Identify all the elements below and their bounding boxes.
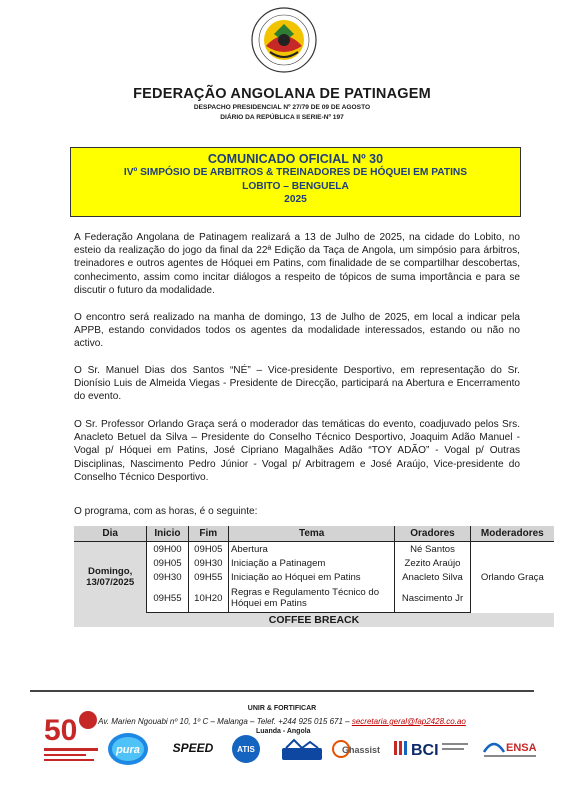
symposium-year: 2025 bbox=[284, 194, 307, 205]
col-fim: Fim bbox=[188, 526, 228, 542]
speaker: Anacleto Silva bbox=[395, 570, 470, 584]
col-dia: Dia bbox=[74, 526, 147, 542]
moderator-cell: Orlando Graça bbox=[480, 571, 544, 583]
svg-text:50: 50 bbox=[44, 714, 78, 747]
gazette-line: DIÁRIO DA REPÚBLICA II SERIE-Nº 197 bbox=[220, 114, 344, 121]
paragraph-intro: A Federação Angolana de Patinagem realizará a 13 de Julho de 2025, na cidade do Lobito, no esteio da realização do jogo da final da 22ª Edição da Taça de Angola, um simpósio para árbitros, treinadores e outros agentes de Hóquei em Patins, com finalidade de se compartilhar descobertas, conhecimento, assim como incitar diálogos a respeito de tópicos de suma importância e para se discutir o futuro da modalidade. bbox=[74, 232, 520, 296]
ensa-logo-icon bbox=[480, 734, 540, 760]
end-time: 09H05 bbox=[188, 542, 228, 557]
footer-divider bbox=[30, 690, 534, 692]
atis-logo-text: ATIS bbox=[237, 745, 255, 754]
coffee-row bbox=[74, 613, 554, 628]
end-time: 10H20 bbox=[188, 584, 228, 613]
speed-logo-icon bbox=[170, 738, 216, 756]
atis-logo-icon bbox=[228, 734, 264, 764]
col-tema: Tema bbox=[229, 526, 395, 542]
footer-motto: UNIR & FORTIFICAR bbox=[247, 705, 317, 712]
col-inicio: Inicio bbox=[147, 526, 188, 542]
org-title: FEDERAÇÃO ANGOLANA DE PATINAGEM bbox=[133, 86, 431, 102]
start-time: 09H30 bbox=[147, 570, 188, 584]
topic: Abertura bbox=[229, 542, 395, 557]
speed-logo-text: SPEED bbox=[172, 741, 214, 755]
paragraph-opening: O Sr. Manuel Dias dos Santos “NÉ” – Vice-presidente Desportivo, em representação do Sr. Dionísio Luis de Almeida Viegas - Presidente de Direcção, participará na Abertura e Encerramento do evento. bbox=[74, 365, 520, 403]
symposium-title: IVº SIMPÓSIO DE ARBITROS & TREINADORES DE HÓQUEI EM PATINS bbox=[123, 167, 468, 178]
pura-logo-icon bbox=[107, 732, 149, 766]
speaker: Zezito Araújo bbox=[395, 556, 470, 570]
topic: Iniciação a Patinagem bbox=[229, 556, 395, 570]
topic: Iniciação ao Hóquei em Patins bbox=[229, 570, 395, 584]
communique-number: COMUNICADO OFICIAL Nº 30 bbox=[207, 152, 384, 166]
topic: Regras e Regulamento Técnico do Hóquei em Patins bbox=[229, 584, 395, 613]
ensa-logo-text: ENSA bbox=[506, 742, 537, 754]
paragraph-meeting: O encontro será realizado na manha de domingo, 13 de Julho de 2025, em local a indicar pela APPB, estando convidados todos os agentes da modalidade interessados, estando ou não no activo. bbox=[74, 312, 520, 350]
pura-logo-text: pura bbox=[116, 744, 140, 756]
luanda-logo-icon bbox=[280, 738, 324, 764]
ghassist-logo-text: Ghassist bbox=[341, 745, 381, 755]
col-oradores: Oradores bbox=[395, 526, 470, 542]
paragraph-program-intro: O programa, com as horas, é o seguinte: bbox=[74, 506, 258, 517]
program-header-row bbox=[74, 526, 554, 542]
end-time: 09H30 bbox=[188, 556, 228, 570]
col-moderadores: Moderadores bbox=[470, 526, 554, 542]
start-time: 09H05 bbox=[147, 556, 188, 570]
footer-city: Luanda - Angola bbox=[256, 728, 311, 735]
address-text: Av. Marien Ngouabi nº 10, 1º C – Malanga – Telef. +244 925 015 671 – bbox=[98, 717, 350, 726]
email-link[interactable]: secretaria.geral@fap2428.co.ao bbox=[351, 717, 466, 726]
speaker: Nascimento Jr bbox=[395, 584, 470, 613]
speaker: Né Santos bbox=[395, 542, 470, 557]
communique-banner bbox=[70, 147, 521, 217]
day-cell: Domingo, 13/07/2025 bbox=[74, 542, 147, 613]
paragraph-moderators: O Sr. Professor Orlando Graça será o moderador das temáticas do evento, coadjuvado pelos Srs. Anacleto Betuel da Silva – Presidente do Conselho Técnico Desportivo, Joaquim Adão Manuel - Vogal p/ Hóquei em Patins, José Cipriano Magalhães Adão “TOY ADÃO” - Vogal p/ Outras Disciplinas, Nascimento Pedro Júnior - Vogal p/ Arbitragem e José Araújo, Vice-presidente do Conselho Técnico Desportivo. bbox=[74, 419, 520, 483]
program-table bbox=[74, 526, 554, 627]
decree-line: DESPACHO PRESIDENCIAL Nº 27/79 DE 09 DE AGOSTO bbox=[193, 104, 371, 111]
end-time: 09H55 bbox=[188, 570, 228, 584]
table-row bbox=[74, 542, 554, 557]
coffee-break: COFFEE BREACK bbox=[74, 613, 554, 628]
start-time: 09H00 bbox=[147, 542, 188, 557]
independence-50-logo-icon bbox=[40, 706, 102, 772]
bci-logo-icon bbox=[392, 738, 470, 758]
start-time: 09H55 bbox=[147, 584, 188, 613]
symposium-location: LOBITO – BENGUELA bbox=[242, 180, 349, 192]
federation-emblem-icon bbox=[250, 6, 318, 74]
bci-logo-text: BCI bbox=[411, 742, 439, 758]
ghassist-logo-icon bbox=[332, 738, 382, 760]
